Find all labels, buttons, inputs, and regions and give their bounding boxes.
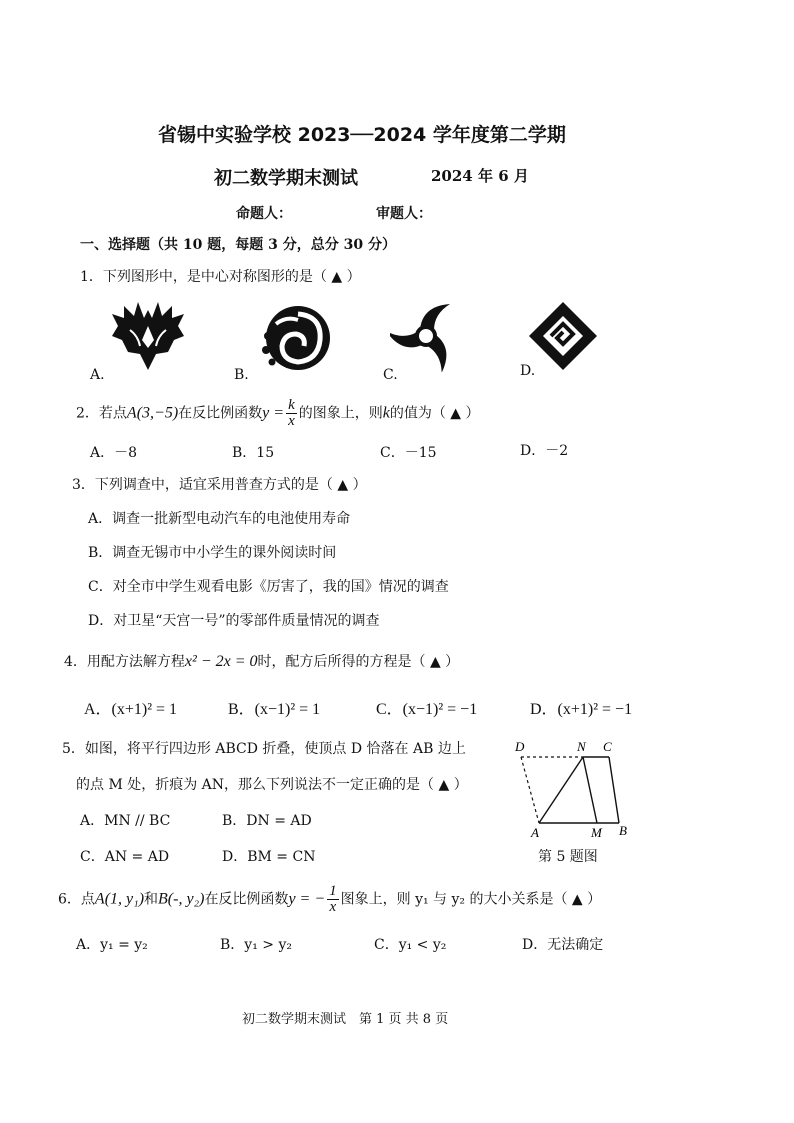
question-3-option-d: D．对卫星“天宫一号”的零部件质量情况的调查 xyxy=(88,613,380,629)
segment-mn xyxy=(583,757,597,823)
question-4-prefix: 4．用配方法解方程 xyxy=(64,654,185,670)
question-5-option-d: D．BM = CN xyxy=(222,849,316,865)
phoenix-emblem-icon xyxy=(108,296,188,374)
question-6-and: 和 xyxy=(144,891,159,908)
question-3-stem: 3．下列调查中，适宜采用普查方式的是（ ▲ ） xyxy=(72,477,367,493)
figure-caption: 第 5 题图 xyxy=(538,849,598,865)
question-4-option-b: B．(x−1)² = 1 xyxy=(228,701,321,718)
question-4-option-c: C．(x−1)² = −1 xyxy=(376,701,478,718)
segment-cb xyxy=(609,757,619,823)
fold-line-an xyxy=(539,757,583,823)
label-m: M xyxy=(591,825,602,840)
question-5-line-1: 5．如图，将平行四边形 ABCD 折叠，使顶点 D 恰落在 AB 边上 xyxy=(62,741,466,757)
question-1-option-a: A. xyxy=(90,367,105,383)
question-4-option-a: A．(x+1)² = 1 xyxy=(84,701,178,718)
question-2-function-lhs: y = xyxy=(262,404,285,422)
question-1-option-c: C. xyxy=(383,367,398,383)
question-6-option-b: B．y₁ > y₂ xyxy=(220,937,292,953)
question-2-suffix: 的图象上，则 xyxy=(298,405,383,422)
author-label: 命题人： xyxy=(236,206,292,222)
question-3-option-a: A．调查一批新型电动汽车的电池使用寿命 xyxy=(88,511,351,527)
question-2-end: 的值为（ ▲ ） xyxy=(389,405,480,422)
question-6-suffix: 图象上，则 y₁ 与 y₂ 的大小关系是（ ▲ ） xyxy=(340,891,602,908)
question-1-option-d: D. xyxy=(520,363,536,379)
question-4-stem xyxy=(64,651,459,671)
question-6-point-b: B(-, y₂) xyxy=(158,890,205,908)
diamond-emblem-icon xyxy=(527,300,599,372)
fold-dashed-side xyxy=(521,757,539,823)
question-2-option-b: B．15 xyxy=(232,445,275,461)
question-5-figure xyxy=(505,735,645,845)
label-c: C xyxy=(603,739,612,754)
question-5-line-2: 的点 M 处，折痕为 AN，那么下列说法不一定正确的是（ ▲ ） xyxy=(76,777,468,793)
question-6-function-lhs: y = − xyxy=(288,890,326,908)
question-6-point-a: A(1, y₁) xyxy=(94,890,145,908)
swirl-emblem-icon xyxy=(256,302,332,374)
question-6-prefix: 6．点 xyxy=(58,891,95,908)
question-3-option-b: B．调查无锡市中小学生的课外阅读时间 xyxy=(88,545,337,561)
question-2-k: k xyxy=(382,404,390,422)
question-2-stem xyxy=(76,398,480,429)
question-4-option-d: D．(x+1)² = −1 xyxy=(530,701,633,718)
label-n: N xyxy=(577,739,586,754)
label-d: D xyxy=(515,739,525,754)
page-footer: 初二数学期末测试 第 1 页 共 8 页 xyxy=(242,1012,449,1027)
tomoe-emblem-icon xyxy=(390,300,462,372)
question-2-fraction: $\frac{k}{x}$ xyxy=(288,397,295,429)
question-1-stem: 1．下列图形中，是中心对称图形的是（ ▲ ） xyxy=(80,269,361,285)
section-title: 一、选择题（共 10 题，每题 3 分，总分 30 分） xyxy=(80,237,396,253)
label-b: B xyxy=(619,823,627,838)
question-3-option-c: C．对全市中学生观看电影《厉害了，我的国》情况的调查 xyxy=(88,579,449,595)
question-2-option-a: A．－8 xyxy=(90,445,138,461)
exam-date: 2024 年 6 月 xyxy=(431,167,529,185)
reviewer-label: 审题人： xyxy=(376,206,432,222)
question-6-option-d: D．无法确定 xyxy=(522,937,604,953)
question-6-stem xyxy=(58,884,601,915)
question-5-option-b: B．DN = AD xyxy=(222,813,312,829)
question-6-mid: 在反比例函数 xyxy=(204,891,289,908)
question-2-prefix: 2．若点 xyxy=(76,405,127,422)
question-5-option-a: A．MN // BC xyxy=(80,813,171,829)
question-4-suffix: 时，配方后所得的方程是（ ▲ ） xyxy=(257,654,460,670)
question-2-mid: 在反比例函数 xyxy=(178,405,263,422)
label-a: A xyxy=(531,825,539,840)
question-2-option-c: C．－15 xyxy=(380,445,437,461)
question-1-option-b: B. xyxy=(234,367,249,383)
question-2-option-d: D．－2 xyxy=(520,443,569,459)
page-title: 省锡中实验学校 2023──2024 学年度第二学期 xyxy=(158,124,566,146)
question-4-equation: x² − 2x = 0 xyxy=(184,653,258,670)
question-5-option-c: C．AN = AD xyxy=(80,849,170,865)
question-6-option-c: C．y₁ < y₂ xyxy=(374,937,447,953)
question-2-point: A(3,−5) xyxy=(126,404,179,422)
exam-subtitle: 初二数学期末测试 xyxy=(214,168,358,189)
question-6-option-a: A．y₁ = y₂ xyxy=(76,937,148,953)
question-6-fraction: $\frac{1}{x}$ xyxy=(329,883,337,915)
